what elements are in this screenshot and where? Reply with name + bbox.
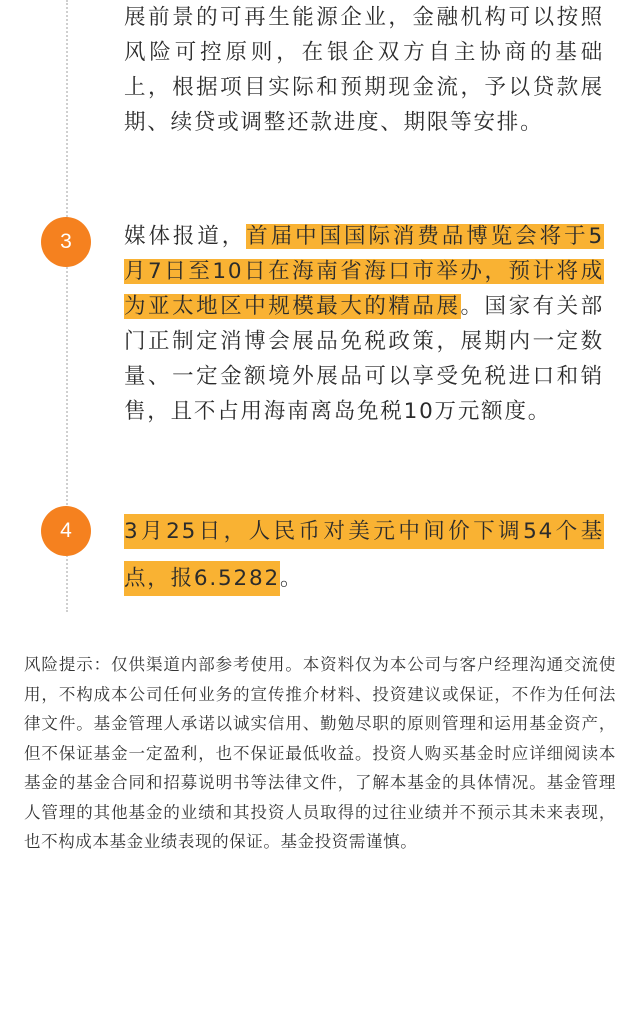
news-item-3-intro: 媒体报道， — [124, 224, 247, 249]
news-item-2-text — [124, 0, 604, 140]
news-item-4-highlight: 3月25日，人民币对美元中间价下调54个基点，报6.5282 — [124, 514, 604, 596]
news-item-4-number: 4 — [41, 506, 91, 556]
news-item-4-text — [124, 508, 604, 602]
news-item-3-number: 3 — [41, 217, 91, 267]
news-item-3-text — [124, 219, 604, 429]
news-item-2-body: 展前景的可再生能源企业，金融机构可以按照风险可控原则，在银企双方自主协商的基础上，根据项目实际和预期现金流，予以贷款展期、续贷或调整还款进度、期限等安排。 — [124, 5, 604, 135]
news-item-4-rest: 。 — [279, 566, 304, 591]
news-item-3-rest: 。国家有关部门正制定消博会展品免税政策，展期内一定数量、一定金额境外展品可以享受免税进口和销售，且不占用海南离岛免税10万元额度。 — [124, 294, 604, 424]
news-item-3-highlight: 首届中国国际消费品博览会将于5月7日至10日在海南省海口市举办，预计将成为亚太地区中规模最大的精品展 — [124, 224, 604, 319]
risk-disclaimer: 风险提示：仅供渠道内部参考使用。本资料仅为本公司与客户经理沟通交流使用，不构成本公司任何业务的宣传推介材料、投资建议或保证，不作为任何法律文件。基金管理人承诺以诚实信用、勤勉尽职的原则管理和运用基金资产，但不保证基金一定盈利，也不保证最低收益。投资人购买基金时应详细阅读本基金的基金合同和招募说明书等法律文件，了解本基金的具体情况。基金管理人管理的其他基金的业绩和其投资人员取得的过往业绩并不预示其未来表现，也不构成本基金业绩表现的保证。基金投资需谨慎。 — [24, 655, 616, 851]
